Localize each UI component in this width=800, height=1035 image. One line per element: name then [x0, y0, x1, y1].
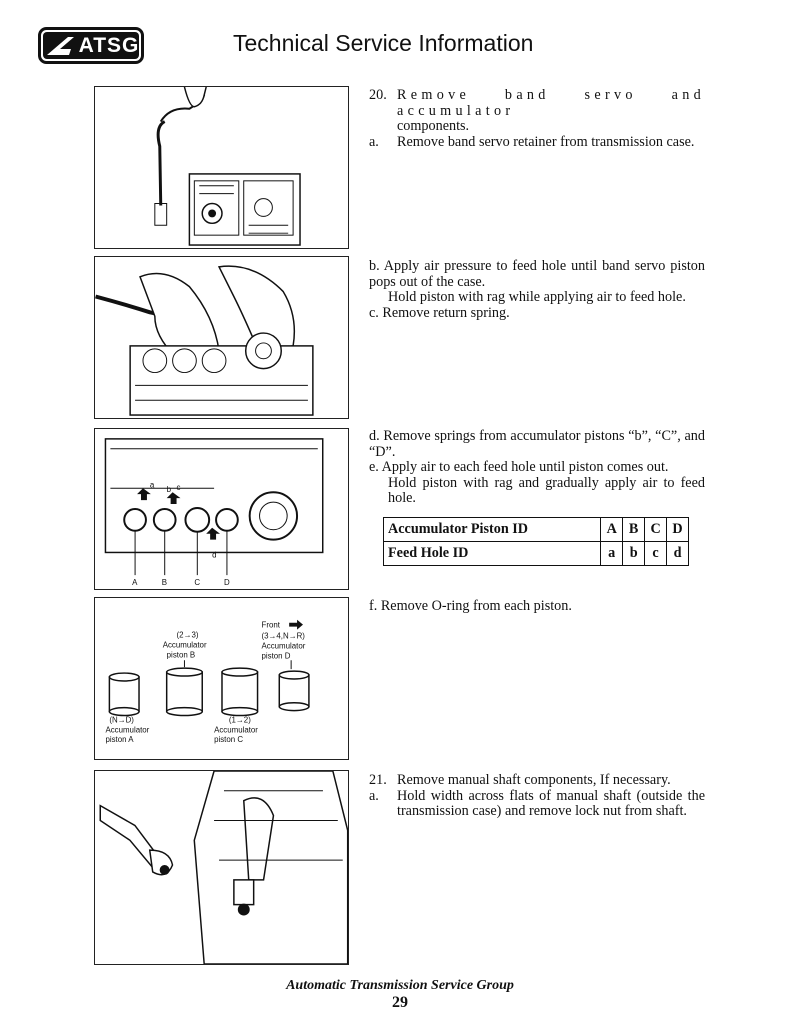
step-f-text: f. Remove O-ring from each piston.: [369, 598, 572, 614]
step-21a-text: Hold width across flats of manual shaft (outside the transmission case) and remove lock nut from shaft.: [397, 787, 705, 819]
accumulator-table: [383, 517, 689, 566]
piston-c-label: piston C: [214, 735, 244, 745]
piston-a-label: piston A: [105, 735, 134, 745]
table-cell: b: [623, 542, 645, 566]
step-20a-label: a.: [369, 133, 379, 150]
piston-b-name: Accumulator: [162, 640, 207, 650]
table-cell: Accumulator Piston ID: [384, 518, 601, 542]
table-cell: c: [645, 542, 667, 566]
step-21-number: 21.: [369, 772, 387, 788]
step-21-text: Remove manual shaft components, If necessary.: [397, 772, 671, 788]
step-20-text: Remove band servo and accumulator: [397, 87, 705, 119]
piston-d-name: Accumulator: [261, 641, 306, 651]
hole-label-a: a: [149, 480, 155, 490]
hole-label-b: b: [166, 485, 172, 495]
hole-label-c: c: [176, 483, 181, 493]
figure-manual-shaft: [94, 770, 349, 965]
step-20-number: 20.: [369, 87, 387, 103]
piston-c-name: Accumulator: [214, 725, 258, 735]
page-title: Technical Service Information: [233, 30, 534, 56]
piston-d-gear: (3→4,N→R): [261, 631, 305, 641]
figure-servo-retainer: [94, 86, 349, 249]
piston-a-name: Accumulator: [105, 725, 150, 735]
servo-retainer-illustration: [95, 87, 348, 248]
figure-accumulator-pistons: [94, 428, 349, 590]
step-d-text: d. Remove springs from accumulator pistons “b”, “C”, and “D”.: [369, 428, 705, 460]
step-f: [369, 599, 705, 615]
piston-b-label: piston B: [166, 650, 196, 660]
figure-o-rings: [94, 597, 349, 760]
page-number: 29: [392, 994, 408, 1011]
piston-label-c: C: [194, 578, 201, 588]
piston-label-d: D: [223, 578, 230, 588]
table-row: [384, 518, 689, 542]
step-21: [369, 773, 705, 820]
step-d: [369, 429, 705, 507]
step-b-note: Hold piston with rag while applying air to feed hole.: [388, 289, 686, 305]
step-e-note: Hold piston with rag and gradually apply air to feed hole.: [388, 474, 705, 506]
logo-text: ATSG: [78, 33, 140, 57]
piston-label-b: B: [161, 578, 168, 588]
step-21a-label: a.: [369, 787, 379, 804]
o-rings-illustration: [95, 598, 348, 759]
piston-b-gear: (2→3): [176, 630, 199, 640]
manual-shaft-illustration: [95, 771, 348, 964]
step-20-text-cont: components.: [397, 118, 470, 134]
piston-c-gear: (1→2): [228, 715, 251, 725]
table-cell: A: [601, 518, 623, 542]
hole-label-d: d: [212, 550, 217, 560]
step-20: [369, 88, 705, 150]
table-cell: D: [667, 518, 689, 542]
step-b: [369, 259, 705, 321]
step-20a-text: Remove band servo retainer from transmission case.: [397, 133, 695, 150]
table-cell: C: [645, 518, 667, 542]
air-pressure-illustration: [95, 257, 348, 418]
accumulator-pistons-illustration: [95, 429, 348, 589]
table-cell: a: [601, 542, 623, 566]
table-row: [384, 542, 689, 566]
footer-group-name: Automatic Transmission Service Group: [286, 978, 514, 993]
step-b-text: b. Apply air pressure to feed hole until band servo piston pops out of the case.: [369, 258, 705, 290]
table-cell: B: [623, 518, 645, 542]
front-label: Front: [261, 620, 280, 630]
table-cell: Feed Hole ID: [384, 542, 601, 566]
step-c-text: c. Remove return spring.: [369, 304, 510, 321]
piston-label-a: A: [132, 578, 138, 588]
figure-air-pressure: [94, 256, 349, 419]
piston-d-label: piston D: [261, 651, 291, 661]
step-e-text: e. Apply air to each feed hole until piston comes out.: [369, 459, 669, 475]
piston-a-gear: (N→D): [109, 715, 134, 725]
atsg-logo: [38, 27, 144, 64]
table-cell: d: [667, 542, 689, 566]
